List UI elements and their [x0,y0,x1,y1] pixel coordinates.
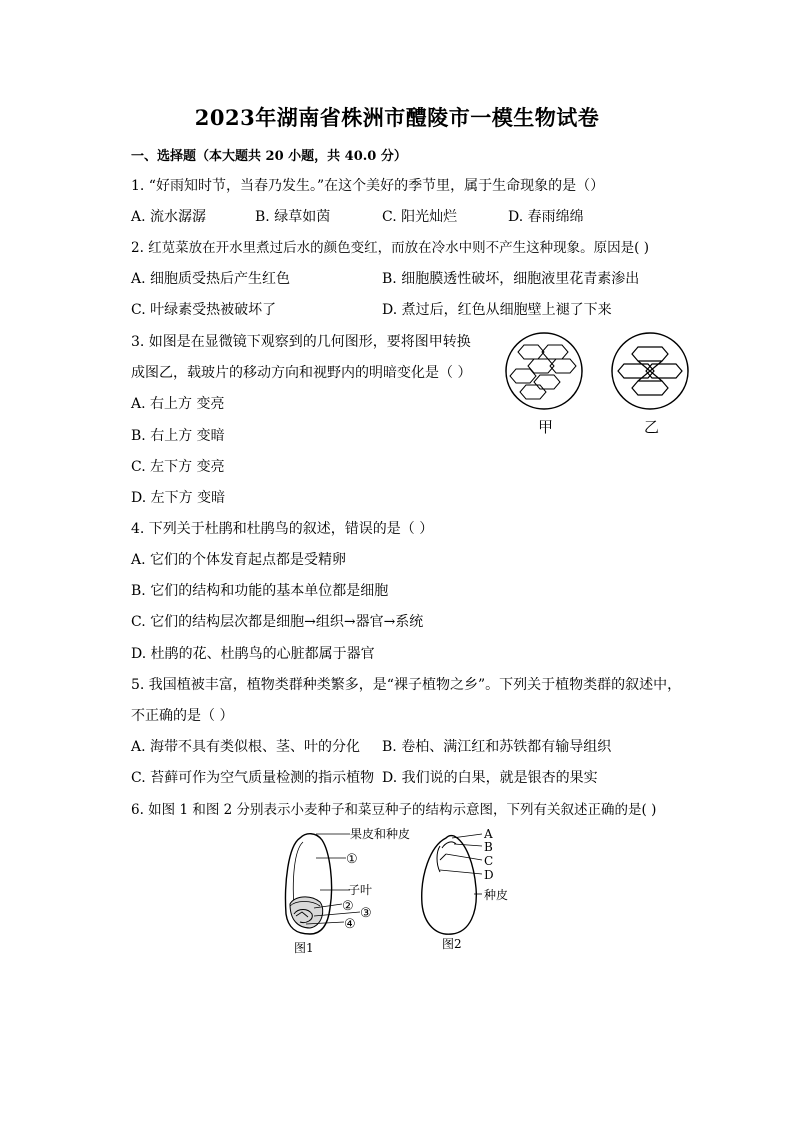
bean-seed-diagram [422,827,508,951]
fig1-caption: 图1 [294,941,314,955]
fig2-label-d: D [484,868,494,882]
q5-option-a: A. 海带不具有类似根、茎、叶的分化 [131,739,361,755]
field-jia [506,333,582,409]
fig1-label-4: ④ [344,917,356,932]
wheat-grain-diagram [286,826,411,955]
q2-option-c: C. 叶绿素受热被破坏了 [131,302,277,318]
q3-option-c: C. 左下方 变亮 [131,459,225,475]
q3-stem-line1: 3. 如图是在显微镜下观察到的几何图形，要将图甲转换 [131,334,471,350]
q4-option-b: B. 它们的结构和功能的基本单位都是细胞 [131,583,389,599]
fig2-label-seedcoat: 种皮 [484,888,509,902]
q1-option-c: C. 阳光灿烂 [382,209,458,225]
q5-stem-line1: 5. 我国植被丰富，植物类群种类繁多，是“裸子植物之乡”。下列关于植物类群的叙述中， [131,677,682,693]
q4-option-c: C. 它们的结构层次都是细胞→组织→器官→系统 [131,614,424,630]
q2-option-b: B. 细胞膜透性破坏，细胞液里花青素渗出 [382,271,640,287]
q1-stem: 1. “好雨知时节，当春乃发生。”在这个美好的季节里，属于生命现象的是（） [131,178,605,194]
section-heading: 一、选择题（本大题共 20 小题，共 40.0 分） [131,149,407,164]
fig-label-jia: 甲 [538,418,554,436]
q2-option-d: D. 煮过后，红色从细胞壁上褪了下来 [382,302,612,318]
fig1-label-2: ② [342,899,354,914]
q1-option-d: D. 春雨绵绵 [508,209,584,225]
q2-stem: 2. 红苋菜放在开水里煮过后水的颜色变红，而放在冷水中则不产生这种现象。原因是( ) [131,240,649,256]
q5-stem-line2: 不正确的是（ ） [131,708,234,724]
q5-option-b: B. 卷柏、满江红和苏铁都有输导组织 [382,739,612,755]
fig1-label-cotyledon: 子叶 [348,883,373,897]
fig2-label-a: A [484,827,493,841]
q3-option-d: D. 左下方 变暗 [131,490,226,506]
q4-option-d: D. 杜鹃的花、杜鹃鸟的心脏都属于器官 [131,646,375,662]
fig2-label-b: B [484,840,493,854]
q4-option-a: A. 它们的个体发育起点都是受精卵 [131,552,347,568]
q3-option-a: A. 右上方 变亮 [131,396,225,412]
q6-stem: 6. 如图 1 和图 2 分别表示小麦种子和菜豆种子的结构示意图，下列有关叙述正确的是( ) [131,802,657,818]
q3-stem-line2: 成图乙，载玻片的移动方向和视野内的明暗变化是（ ） [131,365,472,381]
fig1-label-pericarp: 果皮和种皮 [350,827,411,841]
page-title: 2023年湖南省株洲市醴陵市一模生物试卷 [194,105,600,130]
q5-option-c: C. 苔藓可作为空气质量检测的指示植物 [131,770,375,786]
q5-option-d: D. 我们说的白果，就是银杏的果实 [382,770,598,786]
microscope-field-figure [500,330,700,440]
fig-label-yi: 乙 [644,418,660,436]
q2-option-a: A. 细胞质受热后产生红色 [131,271,291,287]
q1-option-a: A. 流水潺潺 [131,209,207,225]
seed-structure-figure [270,824,530,960]
q1-option-b: B. 绿草如茵 [255,209,331,225]
fig2-label-c: C [484,854,494,868]
q3-option-b: B. 右上方 变暗 [131,428,225,444]
fig2-caption: 图2 [442,937,462,951]
fig1-label-3: ③ [360,906,372,921]
fig1-label-1: ① [346,852,358,867]
q4-stem: 4. 下列关于杜鹃和杜鹃鸟的叙述，错误的是（ ） [131,521,434,537]
field-yi [612,333,688,409]
